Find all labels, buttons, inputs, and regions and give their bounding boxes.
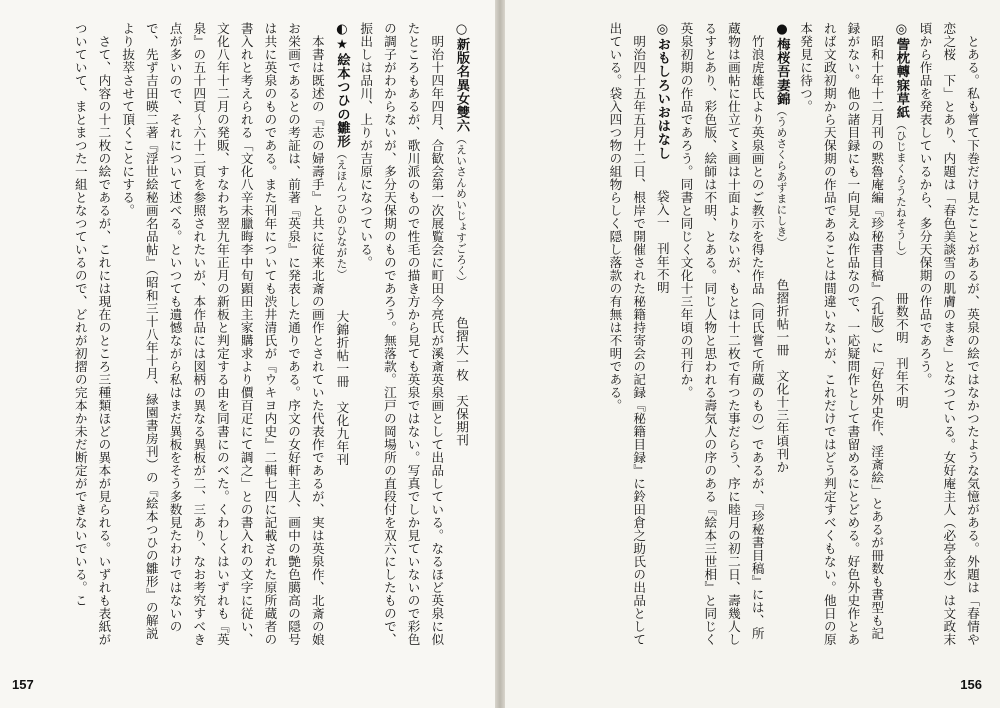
page-number-right: 156 [960, 677, 982, 692]
entry-title: ◎訾枕轉寐草紙 [893, 22, 909, 119]
right-page-text [527, 22, 984, 652]
entry-title: ○新版名異女雙六 [454, 22, 469, 133]
entry-meta: 大錦折帖一冊 文化九年刊 [334, 310, 350, 466]
entry-heading [650, 22, 674, 652]
entry-meta: 袋入一 刊年不明 [654, 189, 670, 294]
body-paragraph: 明治十四年四月、合歓会第一次展覧会に町田今亮氏が溪斎英泉画として出品している。なるほど英泉に似たところもあるが、歌川派のもので性毛の描き方から見ても英泉ではない。写真でしか見ていないので彩色の調子がわからないが、多分天保期のものであろう。無落款。江戸の岡場所の直段付を双六にしたもので、振出しは品川、上りが吉原になつている。 [358, 22, 445, 646]
body-paragraph: 竹浪虎雄氏より英泉画とのご教示を得た作品（同氏嘗て所蔵のもの）であるが、『珍秘書目稿』には、所蔵物は画帖に仕立て〻画は十面よりないが、もとは十二枚で有つた事だらう、序に睦月の初二日、壽幾人しるすとあり、彩色版、絵師は不明、とある。同じ人物と思われる壽気人の序のある『絵本三世相』と同じく英泉初期の作品であろう。同書と同じく文化十三年頃の刊行か。 [678, 22, 765, 646]
body-paragraph: さて、内容の十二枚の絵であるが、これには現在のところ三種類ほどの異本が見られる。いずれも表紙がついていて、まとまつた一組となつているので、どれが初摺の完本か未だ断定ができないでいる。こ [72, 22, 112, 646]
body-paragraph: 本書は既述の『志の婦壽手』と共に従来北斎の画作とされていた代表作であるが、実は英泉作、北斎の娘お栄画であるとの考証は、前著『英泉』に発表した通りである。序文の女好軒主人、画中の艶色臈高の隠号は共に英泉のものである。また刊年についても渋井清氏が『ウキヨ内史』二輯七四に記載された原所蔵者の書入れと考えられる「文化八辛未臘晦李中旬顕田主家購求より價百疋にて調之」との書入れの文字に従い、文化八年十二月の発販、すなわち翌九年正月の新板と判定する由を同書にのべた。くわしくはいずれも『英泉』の五十四頁〜六十二頁を参照されたいが、本作品には図柄の異なる異板が二、三あり、なお考究すべき点が多いので、それについて述べる。といつても遺憾ながら私はまだ異板をそう多数見たわけではないので、先ず吉田暎二著『浮世絵秘画名品帖』（昭和三十八年十月、緑園書房刊）の『絵本つひの雛形』の解説より抜萃させて頂くことにする。 [120, 22, 325, 646]
entry-meta: 色摺大一枚 天保期刊 [454, 316, 469, 447]
entry-heading [448, 22, 473, 652]
right-page [505, 0, 1000, 708]
body-paragraph: とある。私も嘗て下巻だけ見たことがあるが、英泉の絵ではなかつたような気憶がある。外題は「春情や恋之桜 下」とあり、内題は「春色美談雪の肌膚のまき」となつている。女好庵主人（必亭金水）は文政末頃から作品を発表しているから、多分天保期の作品であろう。 [917, 22, 980, 646]
book-gutter [495, 0, 505, 708]
entry-heading [329, 22, 354, 652]
entry-spacer [899, 262, 903, 292]
entry-meta: 色摺折帖一冊 文化十三年頃刊か [774, 278, 790, 474]
entry-title: ◎おもしろいおはなし [654, 22, 670, 160]
left-page [0, 0, 495, 708]
entry-reading: （うめさくらあずまにしき） [775, 105, 788, 249]
entry-reading: （えいさんめいじょすごろく） [455, 132, 467, 287]
body-paragraph: 昭和十年十二月刊の黙魯庵編『珍秘書目稿』（孔版）に「好色外史作、淫斎絵」とあるが冊数も書型も記録がない。他の諸目録にも一向見えぬ作品なので、一応疑問作として書留めるにとどめる。好色外史作とあれば文政初期から天保期の作品であることは間違いないが、これだけではどう判定すべくもない。他日の原本発見に待つ。 [798, 22, 885, 646]
body-paragraph: 明治四十五年五月十二日、根岸で開催された秘籍持寄会の記録『秘籍目録』に鈴田倉之助氏の出品として出ている。袋入四つ物の組物らしく隠し落款の有無は不明である。 [607, 22, 647, 646]
entry-title: ●梅桜吾妻錦 [774, 22, 790, 106]
entry-spacer [339, 280, 343, 310]
left-page-text [16, 22, 473, 652]
entry-spacer [779, 248, 783, 278]
entry-meta: 冊数不明 刊年不明 [893, 292, 909, 409]
entry-reading: （ひじまくらうたねそうし） [894, 119, 907, 262]
entry-reading: （えほんつひのひながた） [335, 148, 348, 280]
entry-heading [888, 22, 913, 652]
entry-title: ◐★絵本つひの雛形 [334, 22, 350, 148]
entry-heading [769, 22, 794, 652]
entry-spacer [459, 287, 463, 317]
page-number-left: 157 [12, 677, 34, 692]
entry-spacer [660, 160, 664, 190]
